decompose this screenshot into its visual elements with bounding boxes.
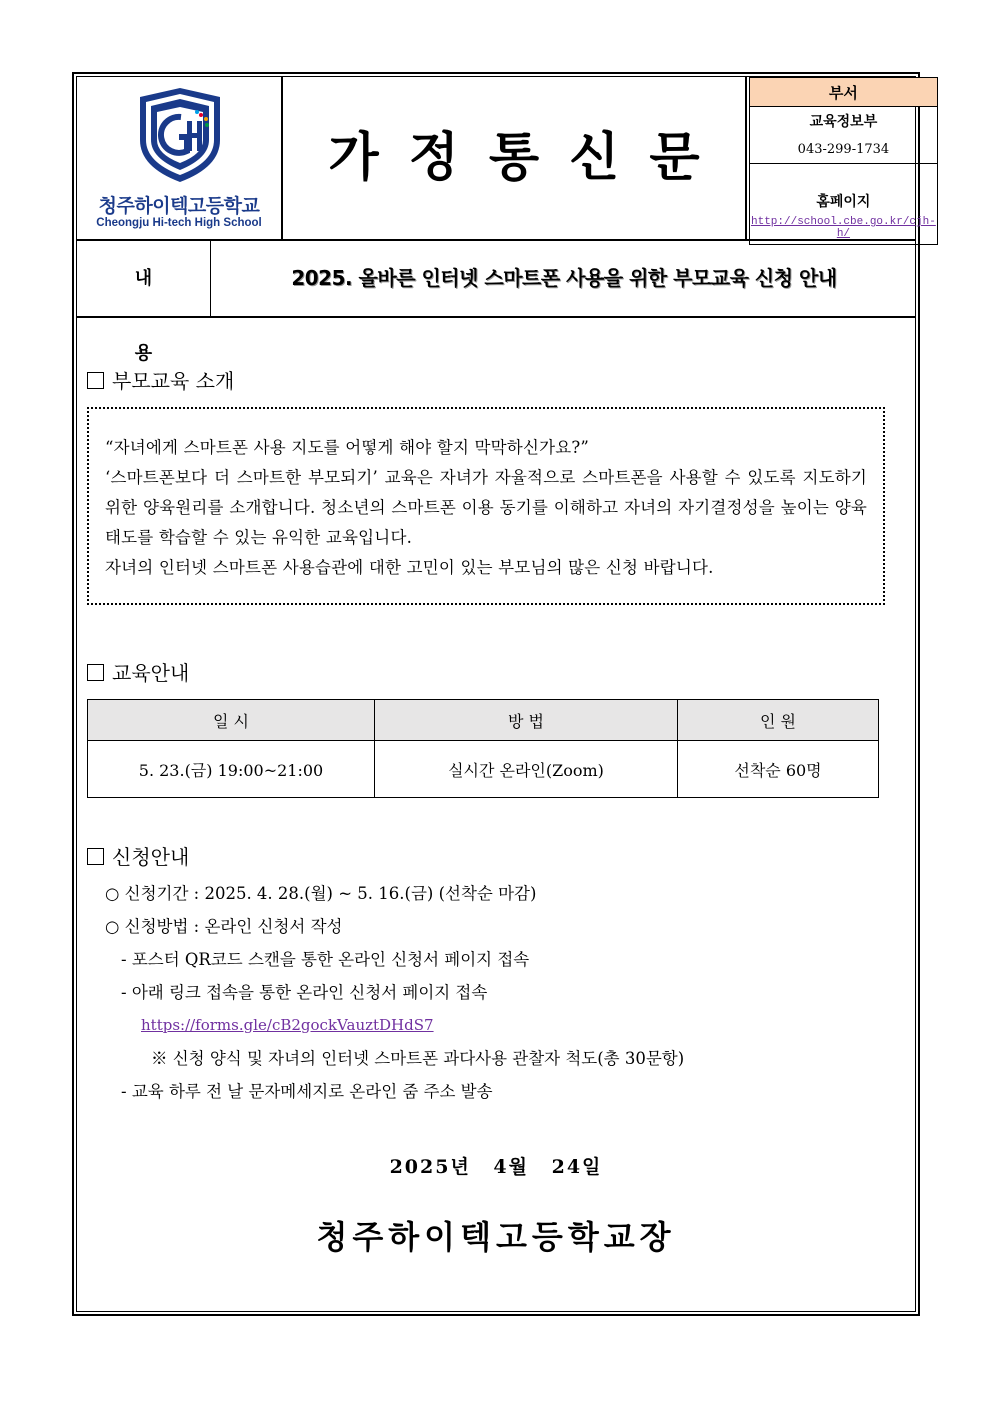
table-cell-capacity: 선착순 60명	[678, 741, 879, 798]
intro-paragraph: ‘스마트폰보다 더 스마트한 부모되기’ 교육은 자녀가 자율적으로 스마트폰을 사용할 수 있도록 지도하기 위한 양육원리를 소개합니다. 청소년의 스마트폰 이용 동기를 이해하고 자녀의 자기결정성을 높이는 양육태도를 학습할 수 있는 유익한 교육입니다.	[105, 468, 867, 547]
subject-label: 내용	[77, 241, 211, 316]
application-step-link: - 아래 링크 접속을 통한 온라인 신청서 페이지 접속	[121, 983, 488, 1002]
application-details	[105, 877, 684, 1108]
header-row	[77, 77, 936, 241]
document-date: 2025년 4월 24일	[389, 1156, 603, 1178]
application-zoom-notice: - 교육 하루 전 날 문자메세지로 온라인 줌 주소 발송	[121, 1082, 493, 1101]
homepage-link[interactable]: http://school.cbe.go.kr/cjh-h/	[750, 212, 938, 245]
section-heading-application: 신청안내	[87, 841, 189, 870]
application-period: ○ 신청기간 : 2025. 4. 28.(월) ~ 5. 16.(금) (선착순 마감)	[105, 884, 537, 903]
checkbox-square-icon	[87, 664, 104, 681]
document-frame	[72, 72, 936, 1316]
education-table	[87, 699, 879, 798]
department-label: 부서	[750, 78, 938, 107]
school-emblem-icon	[135, 85, 225, 185]
intro-box	[87, 407, 885, 605]
table-cell-method: 실시간 온라인(Zoom)	[375, 741, 678, 798]
subject-text: 2025. 올바른 인터넷 스마트폰 사용을 위한 부모교육 신청 안내	[291, 266, 837, 290]
school-logo-cell	[77, 77, 283, 239]
department-info-table	[749, 77, 938, 245]
table-header-datetime: 일 시	[88, 700, 375, 741]
page-title: 가정통신문	[328, 127, 730, 188]
document-inner-frame	[76, 76, 936, 1312]
intro-paragraph: “자녀에게 스마트폰 사용 지도를 어떻게 해야 할지 막막하신가요?”	[105, 438, 590, 457]
application-method: ○ 신청방법 : 온라인 신청서 작성	[105, 917, 343, 936]
table-row	[88, 741, 879, 798]
title-cell	[283, 77, 747, 239]
department-phone: 043-299-1734	[750, 135, 938, 164]
table-header-method: 방 법	[375, 700, 678, 741]
department-cell	[747, 77, 936, 240]
application-form-link[interactable]: https://forms.gle/cB2gockVauztDHdS7	[141, 1016, 434, 1034]
application-step-qr: - 포스터 QR코드 스캔을 통한 온라인 신청서 페이지 접속	[121, 950, 530, 969]
intro-paragraph: 자녀의 인터넷 스마트폰 사용습관에 대한 고민이 있는 부모님의 많은 신청 바랍니다.	[105, 558, 714, 577]
table-header-capacity: 인 원	[678, 700, 879, 741]
school-name-english: Cheongju Hi-tech High School	[96, 217, 262, 229]
checkbox-square-icon	[87, 372, 104, 389]
section-heading-education: 교육안내	[87, 657, 189, 686]
school-name-korean: 청주하이텍고등학교	[98, 195, 260, 217]
table-cell-datetime: 5. 23.(금) 19:00~21:00	[88, 741, 375, 798]
department-name: 교육정보부	[750, 107, 938, 136]
application-note: ※ 신청 양식 및 자녀의 인터넷 스마트폰 과다사용 관찰자 척도(총 30문항)	[151, 1049, 685, 1068]
checkbox-square-icon	[87, 848, 104, 865]
section-heading-intro: 부모교육 소개	[87, 365, 234, 394]
subject-row	[77, 241, 915, 364]
principal-signature: 청주하이텍고등학교장	[316, 1218, 676, 1256]
homepage-label: 홈페이지	[750, 164, 938, 213]
